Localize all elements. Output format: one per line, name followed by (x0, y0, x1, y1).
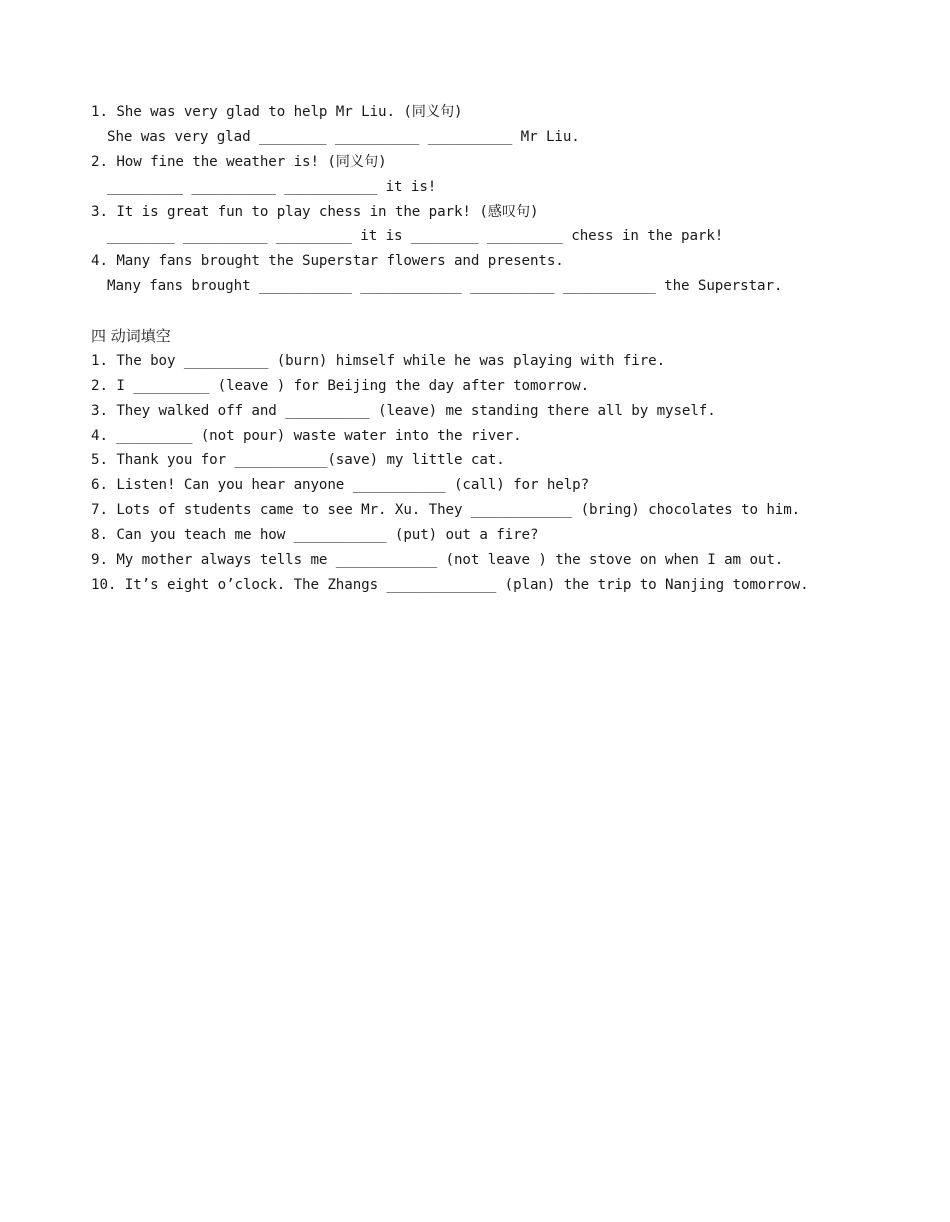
question-1: 1. She was very glad to help Mr Liu. (同义句) (91, 104, 463, 120)
sentence-transform-section (91, 100, 911, 299)
fill-item-4: 4. _________ (not pour) waste water into the river. (91, 427, 522, 444)
worksheet-page (91, 100, 911, 598)
fill-item-7: 7. Lots of students came to see Mr. Xu. They ____________ (bring) chocolates to him. (91, 502, 801, 519)
answer-line-4: Many fans brought ___________ ____________ __________ ___________ the Superstar. (107, 278, 783, 295)
question-4: 4. Many fans brought the Superstar flowers and presents. (91, 253, 564, 270)
section-title: 四 动词填空 (91, 327, 171, 346)
fill-item-10: 10. It’s eight o’clock. The Zhangs _____________ (plan) the trip to Nanjing tomorrow. (91, 576, 809, 593)
answer-line-3: ________ __________ _________ it is ________ _________ chess in the park! (107, 228, 724, 245)
fill-item-3: 3. They walked off and __________ (leave) me standing there all by myself. (91, 402, 716, 419)
question-3: 3. It is great fun to play chess in the park! (感叹句) (91, 203, 539, 220)
fill-item-2: 2. I _________ (leave ) for Beijing the day after tomorrow. (91, 377, 590, 394)
answer-line-2: _________ __________ ___________ it is! (107, 178, 437, 195)
verb-fill-section (91, 324, 911, 598)
fill-item-8: 8. Can you teach me how ___________ (put) out a fire? (91, 527, 539, 544)
section-spacer (91, 299, 911, 324)
fill-item-9: 9. My mother always tells me ____________ (not leave ) the stove on when I am out. (91, 552, 784, 569)
fill-item-6: 6. Listen! Can you hear anyone ___________ (call) for help? (91, 477, 590, 494)
fill-item-1: 1. The boy __________ (burn) himself while he was playing with fire. (91, 352, 666, 369)
answer-line-1: She was very glad ________ __________ __________ Mr Liu. (107, 128, 580, 145)
fill-item-5: 5. Thank you for ___________(save) my little cat. (91, 452, 505, 469)
question-2: 2. How fine the weather is! (同义句) (91, 153, 387, 170)
